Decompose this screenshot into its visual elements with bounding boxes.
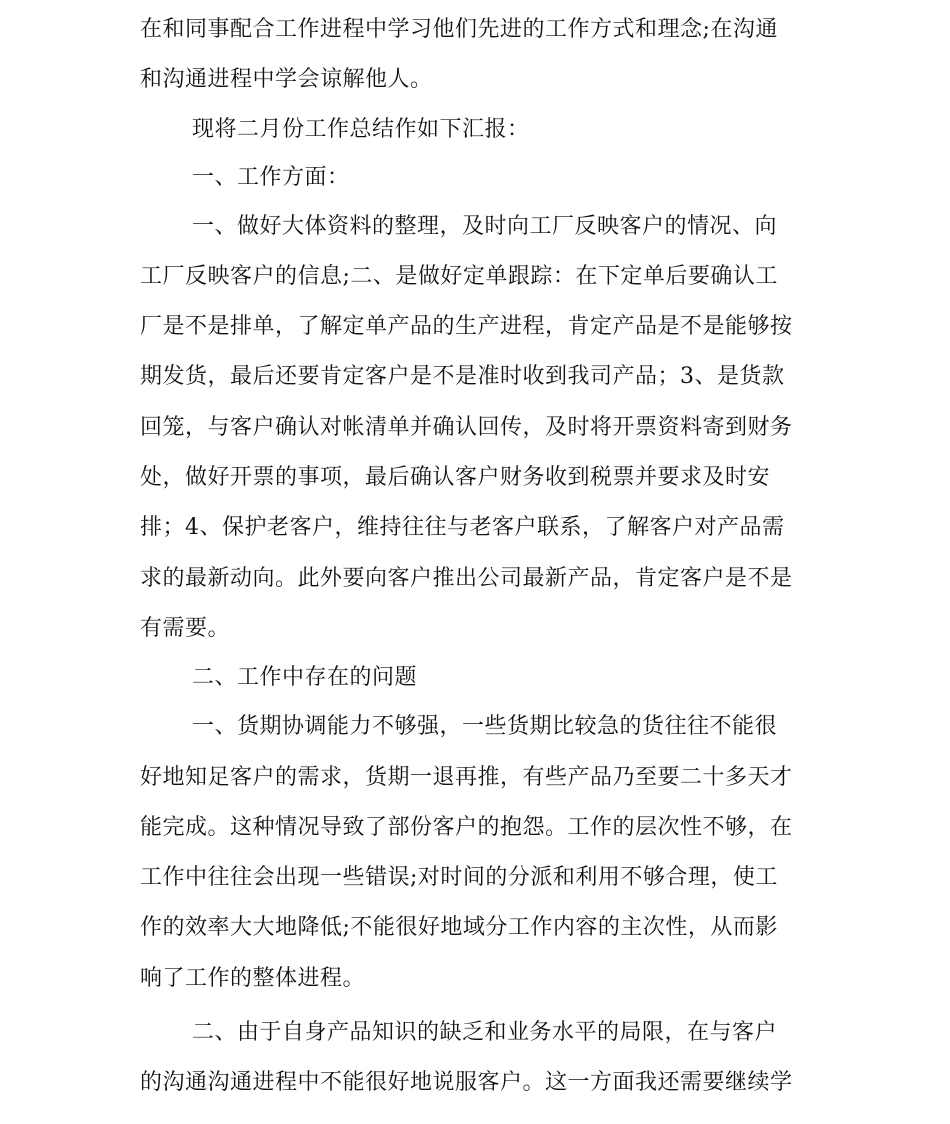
text-line: 有需要。 — [140, 615, 231, 641]
text-line: 处，做好开票的事项，最后确认客户财务收到税票并要求及时安 — [140, 465, 771, 491]
text-line: 工厂反映客户的信息;二、是做好定单跟踪：在下定单后要确认工 — [140, 263, 778, 289]
text-line: 期发货，最后还要肯定客户是不是准时收到我司产品；3、是货款 — [140, 364, 785, 390]
text-line: 排；4、保护老客户，维持往往与老客户联系，了解客户对产品需 — [140, 515, 785, 541]
document-page — [140, 5, 822, 1109]
paragraph-first-line: 二、由于自身产品知识的缺乏和业务水平的局限，在与客户 — [192, 1020, 778, 1046]
text-line: 作的效率大大地降低;不能很好地域分工作内容的主次性，从而影 — [140, 915, 778, 941]
paragraph-first-line: 现将二月份工作总结作如下汇报： — [192, 116, 530, 142]
text-line: 能完成。这种情况导致了部份客户的抱怨。工作的层次性不够，在 — [140, 814, 793, 840]
text-line: 求的最新动向。此外要向客户推出公司最新产品，肯定客户是不是 — [140, 565, 793, 591]
text-line: 好地知足客户的需求，货期一退再推，有些产品乃至要二十多天才 — [140, 764, 793, 790]
text-line: 回笼，与客户确认对帐清单并确认回传，及时将开票资料寄到财务 — [140, 414, 793, 440]
section-heading: 一、工作方面： — [192, 164, 350, 190]
text-line: 的沟通沟通进程中不能很好地说服客户。这一方面我还需要继续学 — [140, 1070, 793, 1096]
text-line: 响了工作的整体进程。 — [140, 965, 366, 991]
section-heading: 二、工作中存在的问题 — [192, 665, 418, 691]
paragraph-first-line: 一、货期协调能力不够强，一些货期比较急的货往往不能很 — [192, 714, 778, 740]
text-line: 和沟通进程中学会谅解他人。 — [140, 67, 433, 93]
text-line: 工作中往往会出现一些错误;对时间的分派和利用不够合理，使工 — [140, 865, 778, 891]
text-line: 厂是不是排单，了解定单产品的生产进程，肯定产品是不是能够按 — [140, 314, 793, 340]
paragraph-first-line: 一、做好大体资料的整理，及时向工厂反映客户的情况、向 — [192, 213, 778, 239]
text-line: 在和同事配合工作进程中学习他们先进的工作方式和理念;在沟通 — [140, 17, 778, 42]
